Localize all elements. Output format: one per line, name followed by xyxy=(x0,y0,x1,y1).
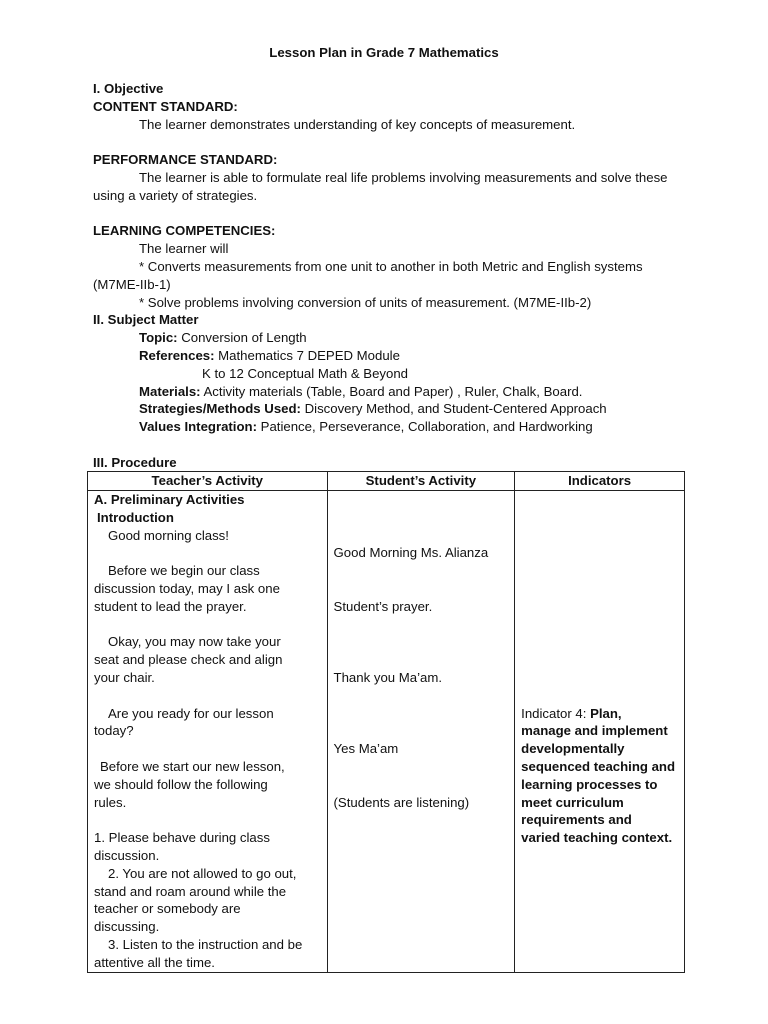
teacher-rules-2: we should follow the following xyxy=(94,776,268,792)
objective-heading: I. Objective xyxy=(93,81,164,96)
competencies-intro: The learner will xyxy=(139,241,229,257)
teacher-seat-3: your chair. xyxy=(94,669,155,685)
teacher-activity-cell xyxy=(88,491,328,973)
student-yes: Yes Ma’am xyxy=(333,741,399,757)
teacher-seat-1: Okay, you may now take your xyxy=(108,634,281,650)
table-row xyxy=(88,491,685,973)
document-title: Lesson Plan in Grade 7 Mathematics xyxy=(269,45,499,60)
indicator-text-2: manage and implement xyxy=(521,723,668,739)
rule-2-line4: discussing. xyxy=(94,919,160,935)
competency-1-line2: (M7ME-IIb-1) xyxy=(93,276,171,292)
introduction-label: Introduction xyxy=(97,509,174,525)
teacher-prayer-2: discussion today, may I ask one xyxy=(94,580,280,596)
topic-value: Conversion of Length xyxy=(177,330,307,346)
teacher-seat-2: seat and please check and align xyxy=(94,652,283,668)
indicators-cell xyxy=(515,491,685,973)
values-label: Values Integration: xyxy=(139,419,257,435)
strategies-value: Discovery Method, and Student-Centered Approach xyxy=(300,401,607,417)
rule-2-line1: 2. You are not allowed to go out, xyxy=(108,865,297,881)
student-listening: (Students are listening) xyxy=(333,794,470,810)
rule-2-line2: stand and roam around while the xyxy=(94,883,287,899)
student-thanks: Thank you Ma’am. xyxy=(333,669,443,685)
values-value: Patience, Perseverance, Collaboration, and Hardworking xyxy=(256,419,593,435)
references-line xyxy=(93,347,715,365)
indicator-text-6: meet curriculum xyxy=(521,794,624,810)
references-value-1: Mathematics 7 DEPED Module xyxy=(214,347,400,363)
rule-2-line3: teacher or somebody are xyxy=(94,901,241,917)
values-line xyxy=(93,418,715,436)
indicator-text-7: requirements and xyxy=(521,812,632,828)
indicator-text-5: learning processes to xyxy=(521,776,658,792)
indicator-text-8: varied teaching context. xyxy=(521,830,673,846)
teacher-ready-2: today? xyxy=(94,723,134,739)
topic-line xyxy=(93,329,715,347)
competency-1-line1: * Converts measurements from one unit to another in both Metric and English systems xyxy=(139,258,643,274)
performance-standard-line2: using a variety of strategies. xyxy=(93,187,258,203)
teacher-rules-3: rules. xyxy=(94,794,127,810)
header-student: Student’s Activity xyxy=(327,472,515,491)
student-greeting: Good Morning Ms. Alianza xyxy=(333,545,489,561)
student-activity-cell xyxy=(327,491,515,973)
competency-2: * Solve problems involving conversion of units of measurement. (M7ME-IIb-2) xyxy=(139,294,592,310)
indicator-line-1 xyxy=(521,705,678,723)
rule-1-line1: 1. Please behave during class xyxy=(94,830,270,846)
content-standard-label: CONTENT STANDARD: xyxy=(93,98,238,114)
rule-1-line2: discussion. xyxy=(94,847,160,863)
subject-matter-heading: II. Subject Matter xyxy=(93,312,199,328)
materials-line xyxy=(93,383,715,401)
content-standard-text: The learner demonstrates understanding of key concepts of measurement. xyxy=(139,116,576,132)
materials-value: Activity materials (Table, Board and Paper) , Ruler, Chalk, Board. xyxy=(200,383,583,399)
teacher-prayer-1: Before we begin our class xyxy=(108,563,260,579)
teacher-prayer-3: student to lead the prayer. xyxy=(94,598,247,614)
competencies-label: LEARNING COMPETENCIES: xyxy=(93,223,276,239)
header-indicators: Indicators xyxy=(515,472,685,491)
procedure-table xyxy=(87,471,685,973)
indicator-text-4: sequenced teaching and xyxy=(521,758,676,774)
rule-3-line2: attentive all the time. xyxy=(94,954,215,970)
performance-standard-label: PERFORMANCE STANDARD: xyxy=(93,152,278,168)
performance-standard-line1: The learner is able to formulate real life problems involving measurements and solve these xyxy=(139,169,668,185)
topic-label: Topic: xyxy=(139,330,178,346)
strategies-label: Strategies/Methods Used: xyxy=(139,401,301,417)
header-teacher: Teacher’s Activity xyxy=(88,472,328,491)
indicator-prefix: Indicator 4: xyxy=(521,705,591,721)
teacher-ready-1: Are you ready for our lesson xyxy=(108,705,274,721)
materials-label: Materials: xyxy=(139,383,201,399)
student-prayer: Student’s prayer. xyxy=(333,598,433,614)
indicator-text-1: Plan, xyxy=(590,705,622,721)
teacher-rules-1: Before we start our new lesson, xyxy=(100,758,285,774)
references-label: References: xyxy=(139,347,215,363)
references-value-2: K to 12 Conceptual Math & Beyond xyxy=(202,365,409,381)
document-body xyxy=(93,80,715,472)
preliminary-activities: A. Preliminary Activities xyxy=(94,492,245,507)
rule-3-line1: 3. Listen to the instruction and be xyxy=(108,936,303,952)
teacher-greeting: Good morning class! xyxy=(108,527,229,543)
strategies-line xyxy=(93,400,715,418)
table-header-row xyxy=(88,472,685,491)
indicator-text-3: developmentally xyxy=(521,741,625,757)
procedure-heading: III. Procedure xyxy=(93,454,177,470)
